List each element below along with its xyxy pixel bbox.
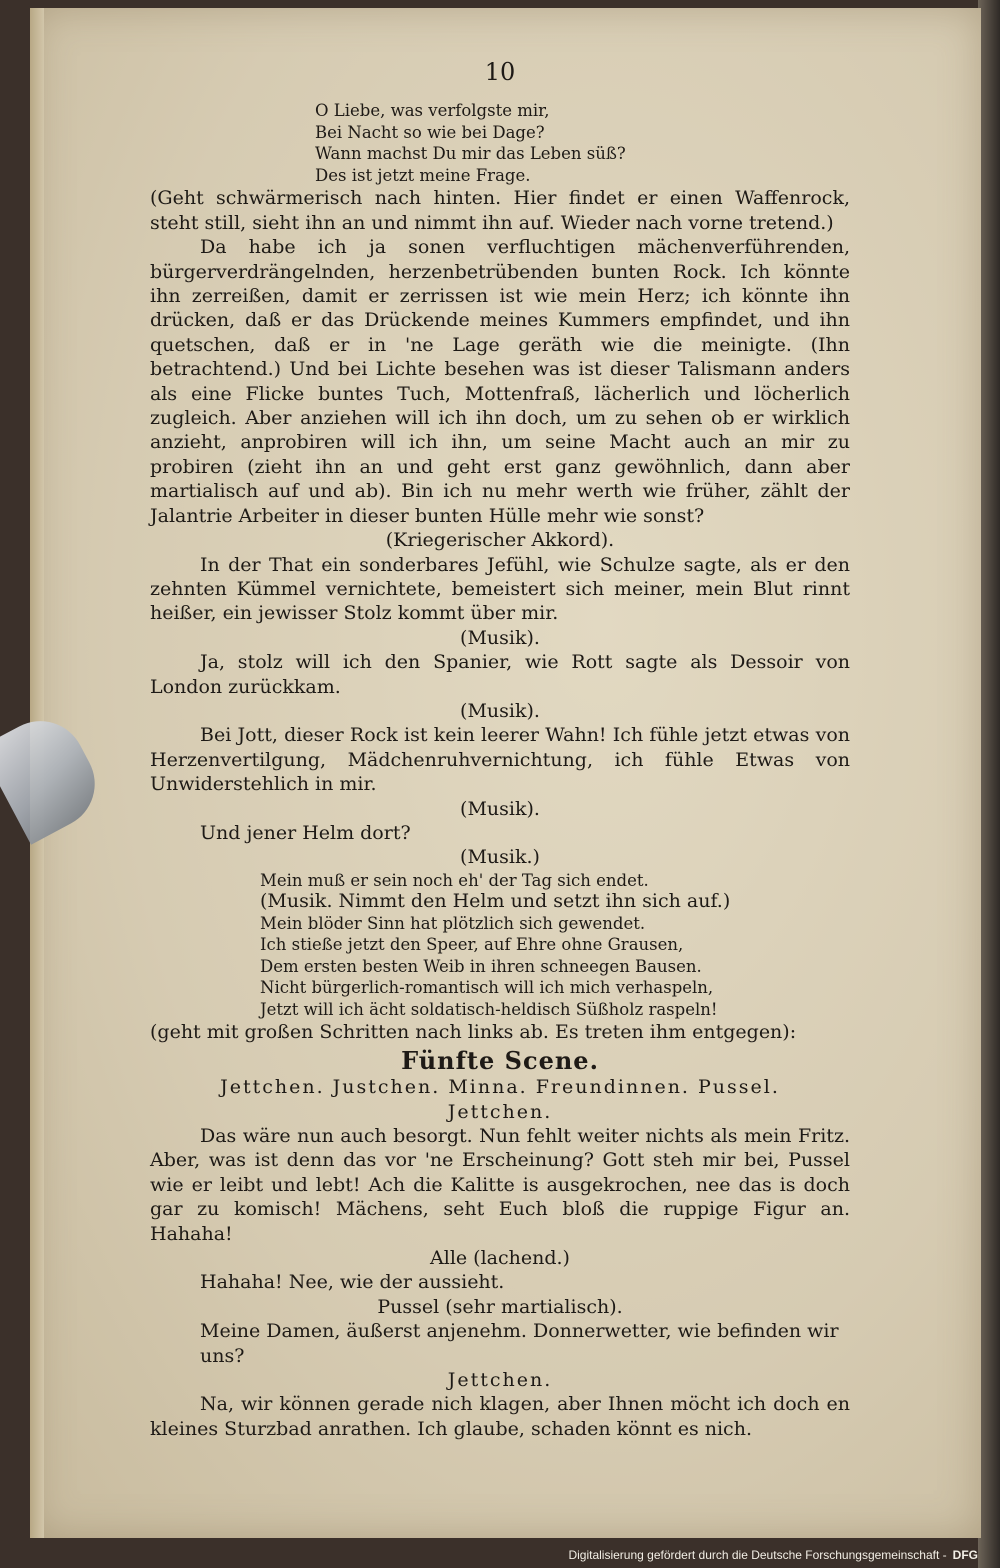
speaker-name: Jettchen. bbox=[447, 1368, 553, 1391]
dialogue-paragraph: Hahaha! Nee, wie der aussieht. bbox=[200, 1271, 505, 1294]
stage-direction: (Musik. Nimmt den Helm und setzt ihn sich auf.) bbox=[260, 890, 731, 913]
scene-heading: Fünfte Scene. bbox=[401, 1045, 599, 1075]
dialogue-paragraph: Ja, stolz will ich den Spanier, wie Rott sagte als Dessoir von London zurückkam. bbox=[150, 651, 850, 698]
verse-line: Mein blöder Sinn hat plötzlich sich gewendet. bbox=[260, 913, 646, 933]
speaker-name: Jettchen. bbox=[447, 1100, 553, 1123]
funding-footer bbox=[568, 1548, 978, 1562]
verse-line: Dem ersten besten Weib in ihren schneegen Bausen. bbox=[260, 956, 702, 976]
verse-line: Ich stieße jetzt den Speer, auf Ehre ohne Grausen, bbox=[260, 935, 684, 955]
verse-block-2 bbox=[260, 870, 850, 1021]
dialogue-paragraph: Und jener Helm dort? bbox=[200, 821, 411, 844]
stage-direction: (Musik). bbox=[460, 797, 540, 820]
verse-block-1 bbox=[315, 100, 850, 186]
verse-line: Wann machst Du mir das Leben süß? bbox=[315, 144, 626, 164]
stage-direction: (Musik). bbox=[460, 699, 540, 722]
dialogue-paragraph: Da habe ich ja sonen verfluchtigen mächenverführenden, bürgerverdrängelnden, herzenbetrübenden bunten Rock. Ich könnte ihn zerreißen, damit er zerrissen ist wie mein Herz; ich könnte ihn drücken, daß er das Drückende meines Kummers empfindet, und ihn quetschen, daß er in 'ne Lage geräth wie die meinigte. (Ihn betrachtend.) Und bei Lichte besehen was ist dieser Talismann anders als eine Flicke buntes Tuch, Mottenfraß, lächerlich und löcherlich zugleich. Aber anziehen will ich ihn doch, um zu sehen ob er wirklich anzieht, anprobiren will ich ihn, um seine Macht auch an mir zu probiren (zieht ihn an und geht erst ganz gewöhnlich, dann aber martialisch auf und ab). Bin ich nu mehr werth wie früher, zählt der Jalantrie Arbeiter in dieser bunten Hülle mehr wie sonst? bbox=[150, 236, 850, 527]
verse-line: Nicht bürgerlich-romantisch will ich mich verhaspeln, bbox=[260, 978, 714, 998]
stage-direction: (Kriegerischer Akkord). bbox=[385, 529, 615, 552]
verse-line: Mein muß er sein noch eh' der Tag sich endet. bbox=[260, 870, 649, 890]
verse-line: Des ist jetzt meine Frage. bbox=[315, 165, 531, 185]
dialogue-paragraph: Na, wir können gerade nich klagen, aber Ihnen möcht ich doch en kleines Sturzbad anrathen. Ich glaube, schaden könnt es nich. bbox=[150, 1393, 850, 1440]
page-number: 10 bbox=[484, 58, 516, 86]
stage-direction: (Geht schwärmerisch nach hinten. Hier findet er einen Waffenrock, steht still, sieht ihn an und nimmt ihn auf. Wieder nach vorne tretend.) bbox=[150, 187, 850, 234]
footer-text: Digitalisierung gefördert durch die Deutsche Forschungsgemeinschaft - bbox=[568, 1548, 947, 1562]
speaker-name: Pussel (sehr martialisch). bbox=[377, 1295, 623, 1318]
stage-direction: (Musik). bbox=[460, 626, 540, 649]
page-text bbox=[150, 60, 850, 1441]
dialogue-paragraph: Bei Jott, dieser Rock ist kein leerer Wahn! Ich fühle jetzt etwas von Herzenvertilgung, Mädchenruhvernichtung, ich fühle Etwas von Unwiderstehlich in mir. bbox=[150, 724, 850, 796]
verse-line: O Liebe, was verfolgste mir, bbox=[315, 101, 550, 121]
speaker-name: Alle (lachend.) bbox=[430, 1246, 570, 1269]
dfg-logo: DFG bbox=[952, 1548, 978, 1562]
stage-direction: (geht mit großen Schritten nach links ab. Es treten ihm entgegen): bbox=[150, 1021, 797, 1044]
stage-direction: (Musik.) bbox=[460, 846, 540, 869]
verse-line: Bei Nacht so wie bei Dage? bbox=[315, 122, 545, 142]
dialogue-paragraph: Meine Damen, äußerst anjenehm. Donnerwetter, wie befinden wir uns? bbox=[200, 1320, 839, 1367]
dialogue-paragraph: In der That ein sonderbares Jefühl, wie Schulze sagte, als er den zehnten Kümmel vernichtete, bemeistert sich meiner, mein Blut rinnt heißer, ein jewisser Stolz kommt über mir. bbox=[150, 553, 850, 625]
dialogue-paragraph: Das wäre nun auch besorgt. Nun fehlt weiter nichts als mein Fritz. Aber, was ist denn das vor 'ne Erscheinung? Gott steh mir bei, Pussel wie er leibt und lebt! Ach die Kalitte is ausgekrochen, nee das is doch gar zu komisch! Mächens, seht Euch bloß die ruppige Figur an. Hahaha! bbox=[150, 1124, 850, 1245]
verse-line: Jetzt will ich ächt soldatisch-heldisch Süßholz raspeln! bbox=[260, 999, 718, 1019]
cast-list: Jettchen. Justchen. Minna. Freundinnen. Pussel. bbox=[220, 1076, 780, 1099]
book-edge bbox=[978, 0, 1000, 1568]
